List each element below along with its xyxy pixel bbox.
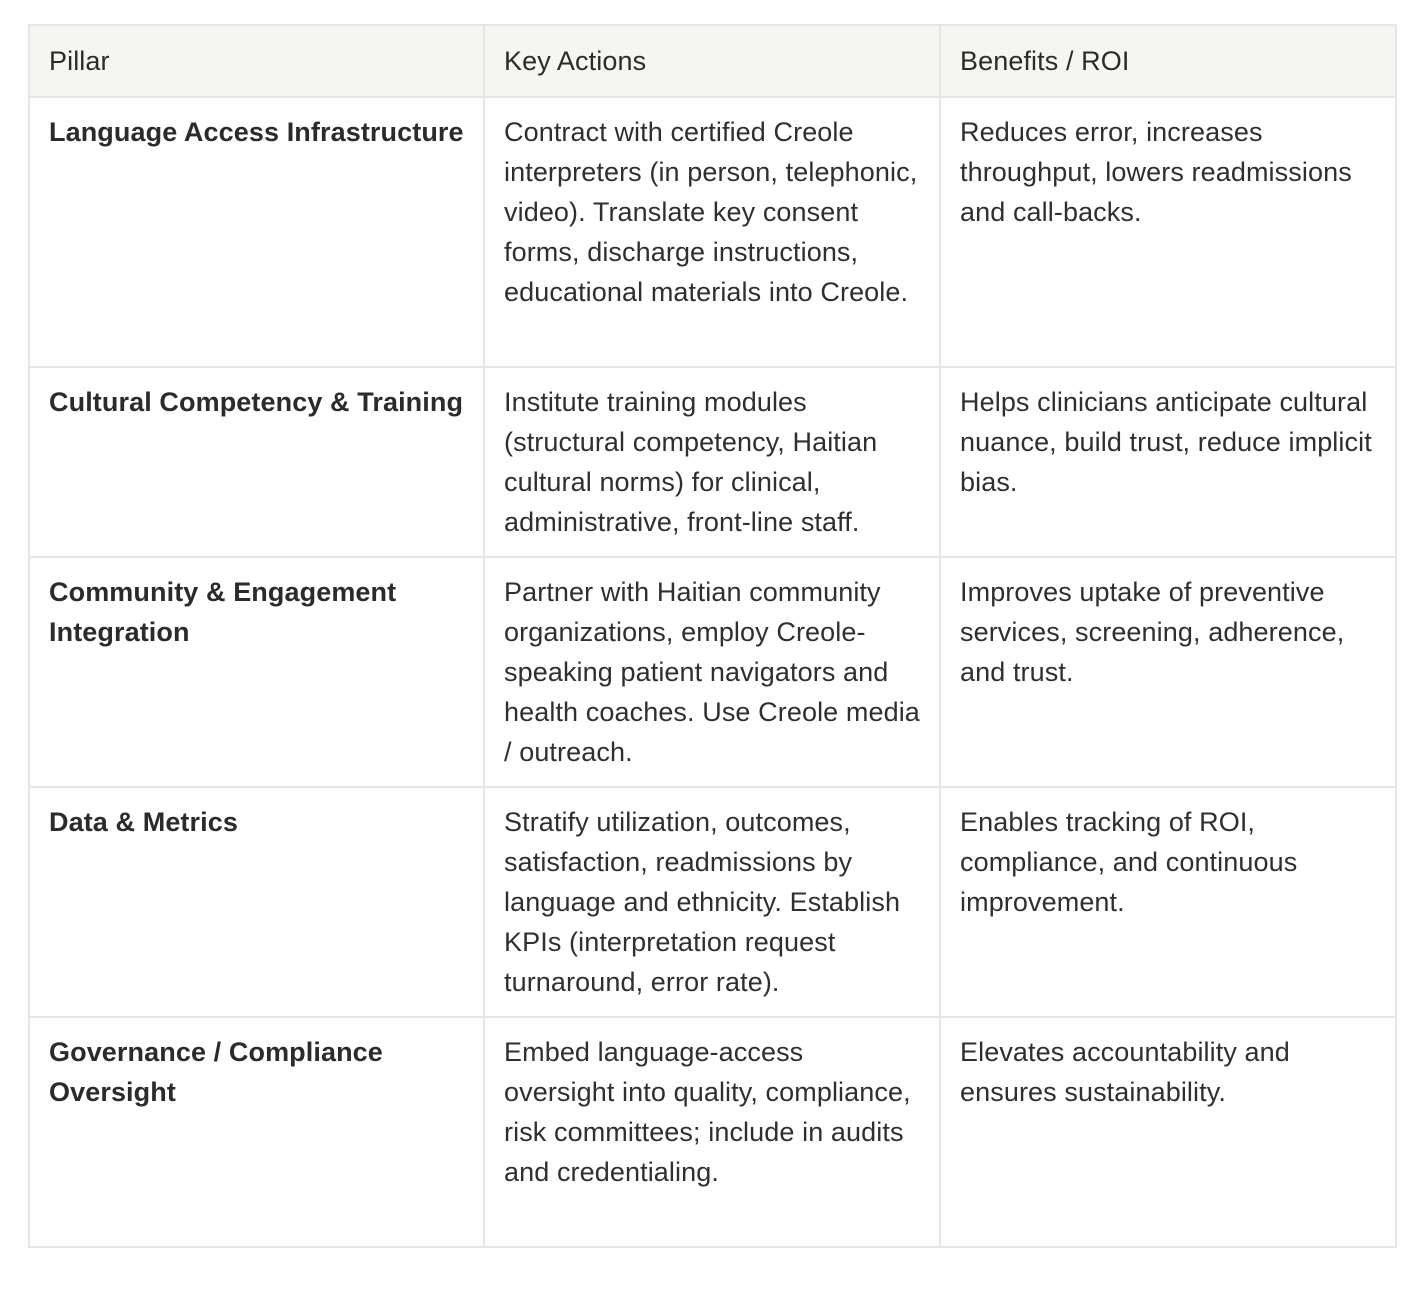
table-row	[29, 557, 1396, 787]
table-header-row	[29, 25, 1396, 97]
table-row	[29, 97, 1396, 367]
pillar-cell: Community & Engagement Integration	[29, 557, 484, 787]
pillar-cell: Data & Metrics	[29, 787, 484, 1017]
column-header-key-actions: Key Actions	[484, 25, 940, 97]
pillar-cell: Cultural Competency & Training	[29, 367, 484, 557]
table-row	[29, 367, 1396, 557]
key-actions-cell: Embed language-access oversight into quality, compliance, risk committees; include in audits and credentialing.	[484, 1017, 940, 1247]
benefits-cell: Reduces error, increases throughput, lowers readmissions and call-backs.	[940, 97, 1396, 367]
pillar-cell: Language Access Infrastructure	[29, 97, 484, 367]
table-row	[29, 787, 1396, 1017]
column-header-benefits: Benefits / ROI	[940, 25, 1396, 97]
strategy-table-container	[28, 24, 1395, 1248]
benefits-cell: Improves uptake of preventive services, screening, adherence, and trust.	[940, 557, 1396, 787]
key-actions-cell: Contract with certified Creole interpreters (in person, telephonic, video). Translate key consent forms, discharge instructions, educational materials into Creole.	[484, 97, 940, 367]
strategy-table	[28, 24, 1397, 1248]
key-actions-cell: Stratify utilization, outcomes, satisfaction, readmissions by language and ethnicity. Establish KPIs (interpretation request turnaround, error rate).	[484, 787, 940, 1017]
pillar-cell: Governance / Compliance Oversight	[29, 1017, 484, 1247]
column-header-pillar: Pillar	[29, 25, 484, 97]
benefits-cell: Helps clinicians anticipate cultural nuance, build trust, reduce implicit bias.	[940, 367, 1396, 557]
key-actions-cell: Partner with Haitian community organizations, employ Creole-speaking patient navigators and health coaches. Use Creole media / outreach.	[484, 557, 940, 787]
benefits-cell: Elevates accountability and ensures sustainability.	[940, 1017, 1396, 1247]
key-actions-cell: Institute training modules (structural competency, Haitian cultural norms) for clinical, administrative, front-line staff.	[484, 367, 940, 557]
table-row	[29, 1017, 1396, 1247]
benefits-cell: Enables tracking of ROI, compliance, and continuous improvement.	[940, 787, 1396, 1017]
